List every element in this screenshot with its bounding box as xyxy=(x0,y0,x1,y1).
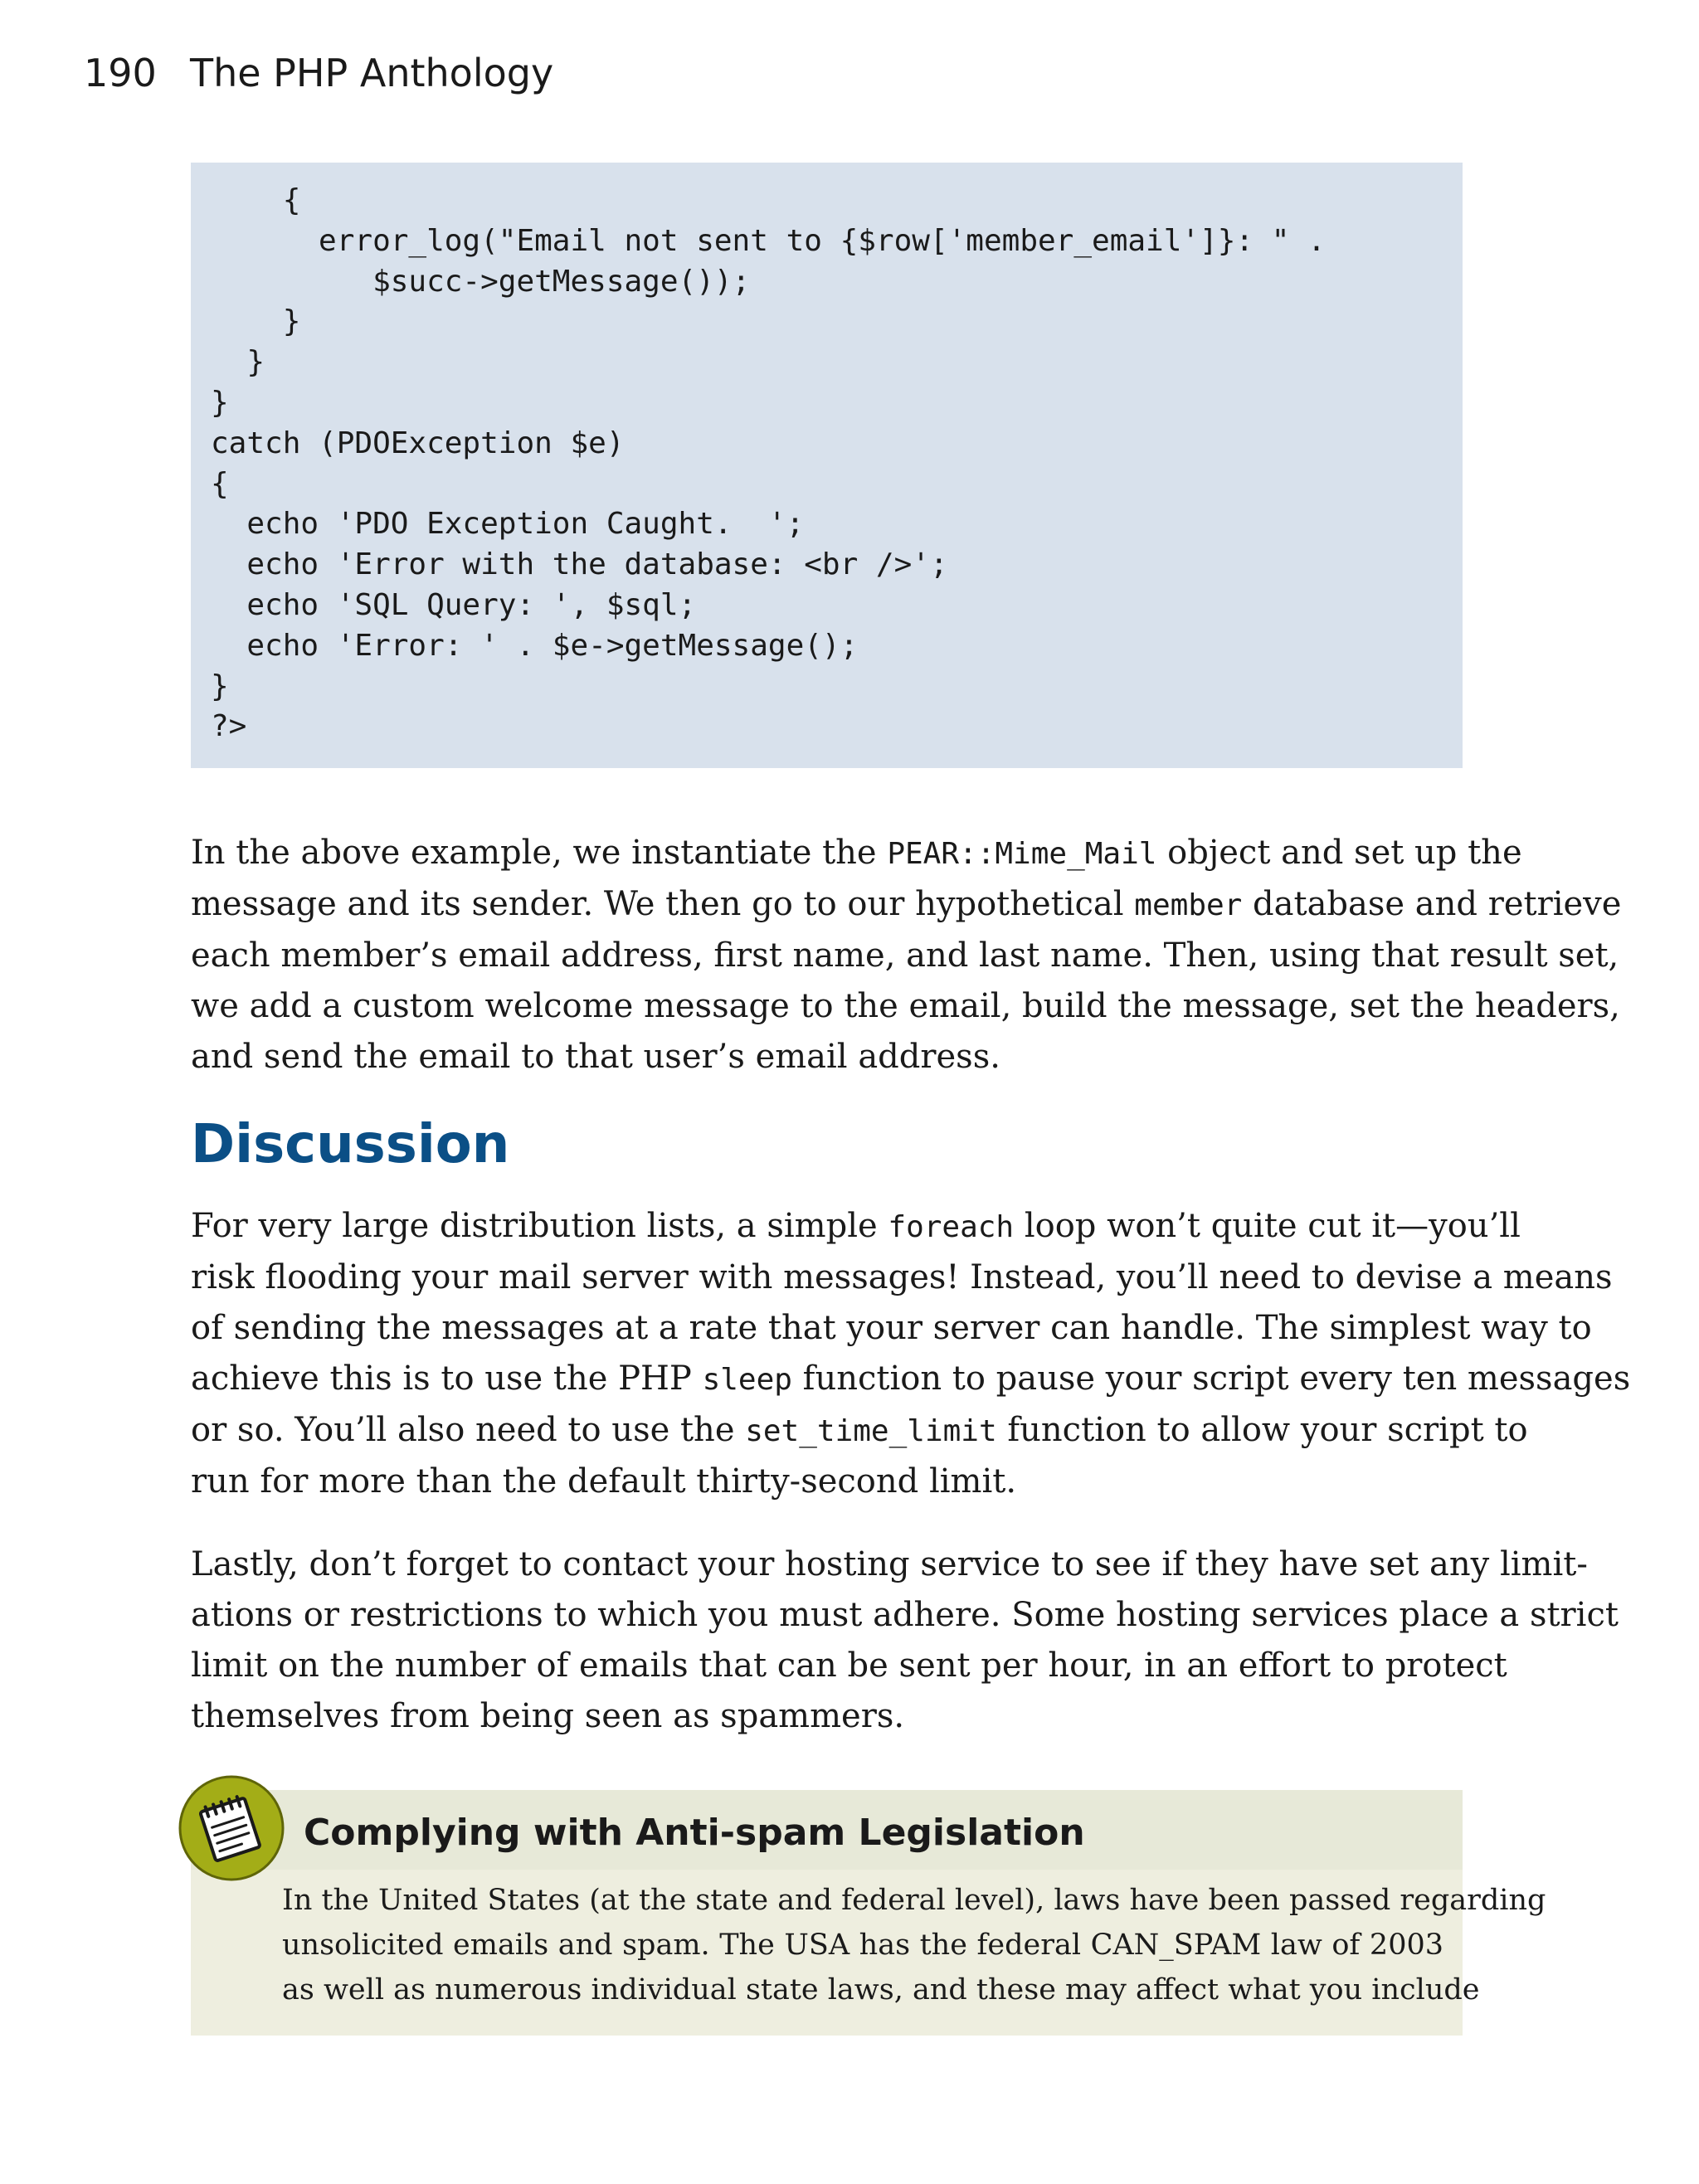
code-line: echo 'Error with the database: <br />'; xyxy=(211,547,948,582)
explanation-paragraph xyxy=(191,828,1622,1082)
section-heading: Discussion xyxy=(191,1114,510,1175)
text-line: risk flooding your mail server with messages! Instead, you’ll need to devise a means xyxy=(191,1258,1613,1296)
code-line: { xyxy=(211,183,301,217)
code-line: } xyxy=(211,669,229,703)
discussion-paragraph-1 xyxy=(191,1201,1631,1507)
note-body xyxy=(282,1878,1546,2012)
notepad-icon xyxy=(178,1775,285,1881)
inline-code: sleep xyxy=(702,1363,792,1397)
text-line: each member’s email address, first name, and last name. Then, using that result set, xyxy=(191,936,1619,975)
code-line: echo 'Error: ' . $e->getMessage(); xyxy=(211,628,859,663)
code-line: ?> xyxy=(211,709,247,744)
inline-code: member xyxy=(1134,888,1243,922)
note-line: as well as numerous individual state laws, and these may affect what you include xyxy=(282,1973,1480,2006)
inline-code: foreach xyxy=(888,1210,1015,1244)
code-line: { xyxy=(211,466,229,501)
code-line: $succ->getMessage()); xyxy=(211,264,751,299)
note-box xyxy=(191,1790,1546,2036)
text-line: of sending the messages at a rate that your server can handle. The simplest way to xyxy=(191,1309,1592,1347)
code-line: echo 'PDO Exception Caught. '; xyxy=(211,507,805,542)
inline-code: PEAR::Mime_Mail xyxy=(887,837,1157,871)
note-title: Complying with Anti-spam Legislation xyxy=(304,1812,1085,1854)
code-line: } xyxy=(211,345,265,380)
text-line: or so. You’ll also need to use the set_time_limit function to allow your script to xyxy=(191,1411,1528,1449)
code-line: echo 'SQL Query: ', $sql; xyxy=(211,587,697,622)
code-line: catch (PDOException $e) xyxy=(211,426,625,460)
text-line: Lastly, don’t forget to contact your hosting service to see if they have set any limit- xyxy=(191,1545,1588,1583)
text-line: and send the email to that user’s email address. xyxy=(191,1038,1000,1076)
code-block xyxy=(191,163,1463,768)
discussion-paragraph-2 xyxy=(191,1540,1619,1742)
page-number: 190 xyxy=(84,51,157,95)
text-line: ations or restrictions to which you must adhere. Some hosting services place a strict xyxy=(191,1596,1619,1634)
text-line: For very large distribution lists, a simple foreach loop won’t quite cut it—you’ll xyxy=(191,1207,1521,1245)
book-title: The PHP Anthology xyxy=(190,51,554,95)
code-line: } xyxy=(211,304,301,339)
text-line: limit on the number of emails that can be sent per hour, in an effort to protect xyxy=(191,1647,1507,1685)
code-line: error_log("Email not sent to {$row['member_email']}: " . xyxy=(211,223,1326,258)
text-line: themselves from being seen as spammers. xyxy=(191,1697,905,1735)
note-line: unsolicited emails and spam. The USA has the federal CAN_SPAM law of 2003 xyxy=(282,1929,1443,1962)
text-line: achieve this is to use the PHP sleep function to pause your script every ten messages xyxy=(191,1360,1631,1398)
text-line: we add a custom welcome message to the email, build the message, set the headers, xyxy=(191,987,1620,1025)
text-line: message and its sender. We then go to our hypothetical member database and retrieve xyxy=(191,885,1622,923)
text-line: In the above example, we instantiate the PEAR::Mime_Mail object and set up the xyxy=(191,834,1522,872)
code-line: } xyxy=(211,385,229,420)
text-line: run for more than the default thirty-second limit. xyxy=(191,1462,1017,1501)
note-line: In the United States (at the state and federal level), laws have been passed regarding xyxy=(282,1884,1546,1917)
page-header xyxy=(84,48,553,98)
inline-code: set_time_limit xyxy=(745,1414,997,1448)
